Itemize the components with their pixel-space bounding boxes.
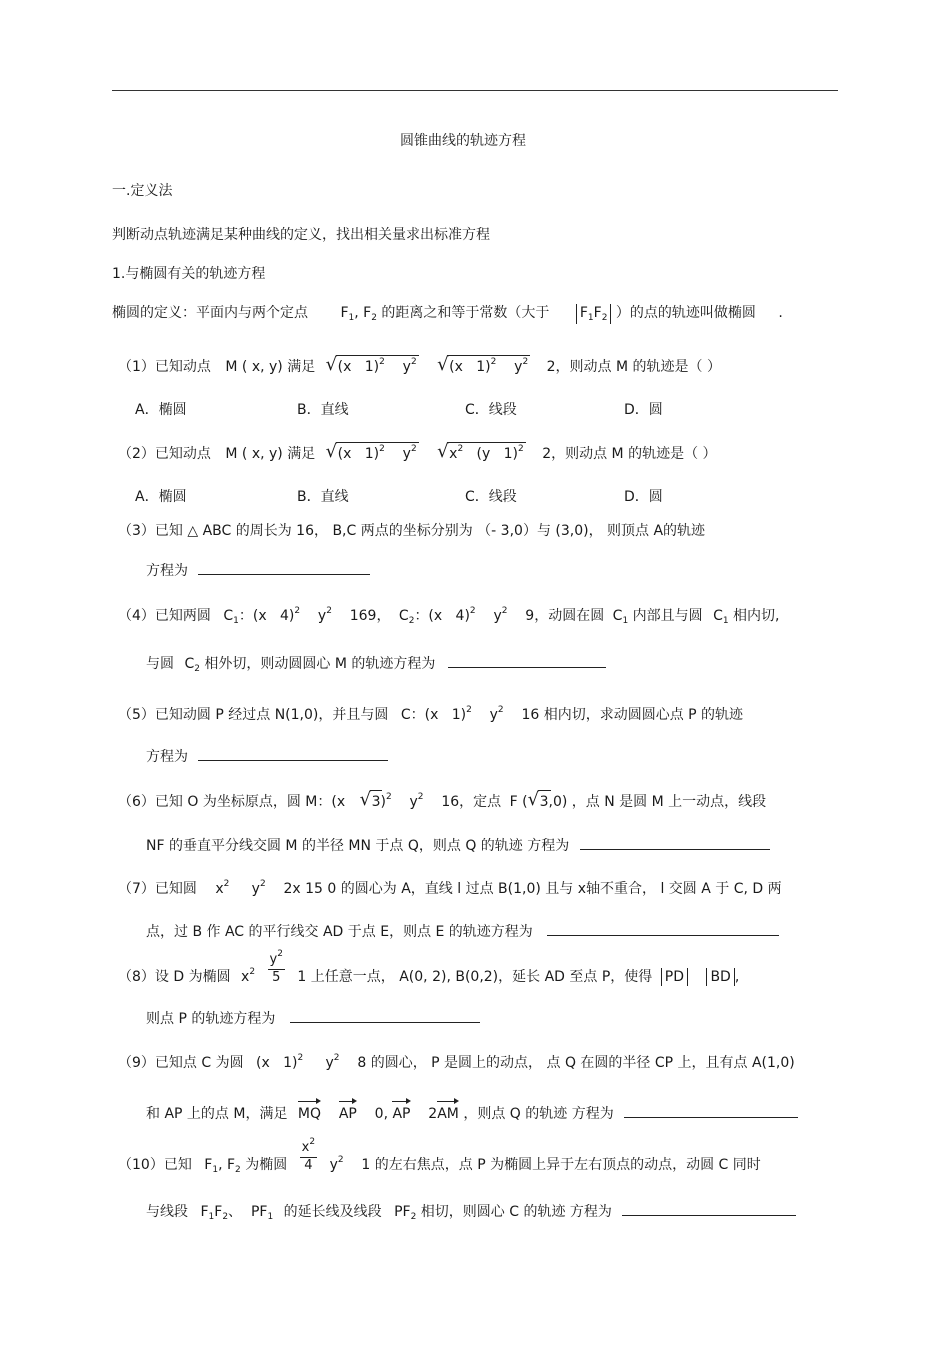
definition-abs: $F_1F_2$ xyxy=(576,304,612,324)
q10-ellipse: 为椭圆 xyxy=(245,1157,288,1173)
question-10: （10）已知 $F_1$, $F_2$ 为椭圆 $\frac{x^2}{4}$ $y^2$ 1 的左右焦点，点 P 为椭圆上异于左右顶点的动点，动圆 C 同时 xyxy=(118,1137,761,1175)
q10-rest: 1 的左右焦点，点 P 为椭圆上异于左右顶点的动点，动圆 C 同时 xyxy=(361,1157,761,1173)
intro-text: 判断动点轨迹满足某种曲线的定义，找出相关量求出标准方程 xyxy=(112,227,490,243)
q10-ext: 的延长线及线段 xyxy=(283,1204,382,1220)
section-heading: 一.定义法 xyxy=(112,183,173,199)
q1-option-c: C．线段 xyxy=(465,402,517,418)
q2-option-d: D．圆 xyxy=(624,489,663,505)
q4-tangent: 相内切, xyxy=(733,608,780,624)
q10-intro: （10）已知 xyxy=(118,1157,192,1173)
q2-result: 2，则动点 M 的轨迹是（ ） xyxy=(542,446,717,462)
ellipse-definition xyxy=(112,303,783,325)
q10-fraction: $\frac{x^2}{4}$ xyxy=(301,1137,316,1173)
q5-answer-blank[interactable] xyxy=(198,746,388,761)
q10-prompt: 相切，则圆心 C 的轨迹 方程为 xyxy=(420,1204,612,1220)
q4-r2: 9，动圆在圆 xyxy=(525,608,605,624)
q9-intro: （9）已知点 C 为圆 xyxy=(118,1055,244,1071)
page-title: 圆锥曲线的轨迹方程 xyxy=(400,133,526,149)
q2-sqrt-2: √ $x^2$ (y 1)$^2$ xyxy=(437,441,524,462)
q2-option-a: A．椭圆 xyxy=(135,489,187,505)
q4-circle-1: $C_1$：(x 4)$^2$ $y^2$ xyxy=(223,606,332,626)
definition-post: ）的点的轨迹叫做椭圆 xyxy=(615,305,756,321)
question-9: （9）已知点 C 为圆 (x 1)$^2$ $y^2$ 8 的圆心， P 是圆上的动点， 点 Q 在圆的半径 CP 上，且有点 A(1,0) xyxy=(118,1053,795,1071)
q1-option-b: B．直线 xyxy=(297,402,349,418)
question-1 xyxy=(118,354,721,379)
question-5 xyxy=(118,705,743,727)
q4-inside: 内部且与圆 xyxy=(632,608,703,624)
q8-intro: （8）设 D 为椭圆 xyxy=(118,969,231,985)
q1-num: （1）已知动点 xyxy=(118,359,211,375)
q2-point: M ( x, y) 满足 xyxy=(225,446,316,462)
q1-point: M ( x, y) 满足 xyxy=(225,359,316,375)
q10-segment: 与线段 xyxy=(146,1204,188,1220)
q6-intro: （6）已知 O 为坐标原点，圆 M：(x xyxy=(118,794,346,810)
question-8: （8）设 D 为椭圆 $x^2$ $\frac{y^2}{5}$ 1 上任意一点， A(0, 2), B(0,2)，延长 AD 至点 P，使得 PD BD , xyxy=(118,949,740,985)
q3-answer-blank[interactable] xyxy=(198,560,370,575)
q2-option-b: B．直线 xyxy=(297,489,349,505)
definition-mid: 的距离之和等于常数（大于 xyxy=(381,305,550,321)
q4-answer-blank[interactable] xyxy=(448,653,606,668)
q10-answer-blank[interactable] xyxy=(622,1201,796,1216)
q5-circle: C：(x 1)$^2$ $y^2$ xyxy=(400,705,504,723)
q6-point-f: F ( √ 3,0) xyxy=(509,789,568,810)
q1-sqrt-1: √ (x 1)$^2$ $y^2$ xyxy=(325,354,417,375)
question-4: （4）已知两圆 $C_1$：(x 4)$^2$ $y^2$ 169， $C_2$：(x 4)$^2$ $y^2$ 9，动圆在圆 $C_1$ 内部且与圆 $C_1$ 相内切, xyxy=(118,606,780,626)
q8-answer-blank[interactable] xyxy=(290,1008,480,1023)
q7-line-2 xyxy=(146,921,779,942)
q1-option-a: A．椭圆 xyxy=(135,402,187,418)
q6-rest: ，点 N 是圆 M 上一动点，线段 xyxy=(571,794,767,810)
question-7: （7）已知圆 $x^2$ $y^2$ 2x 15 0 的圆心为 A，直线 l 过点 B(1,0) 且与 x轴不重合， l 交圆 A 于 C, D 两 xyxy=(118,879,782,897)
subsection-heading: 1.与椭圆有关的轨迹方程 xyxy=(112,266,266,282)
q9-line-2: 和 AP 上的点 M，满足 MQ AP 0, AP 2AM ，则点 Q 的轨迹 方程为 xyxy=(146,1103,798,1124)
question-2 xyxy=(118,441,717,466)
q4-intro: （4）已知两圆 xyxy=(118,608,211,624)
question-3: （3）已知 △ ABC 的周长为 16， B,C 两点的坐标分别为 （- 3,0）与 (3,0)， 则顶点 A的轨迹 xyxy=(118,523,706,539)
q4-prompt: 相外切，则动圆圆心 M 的轨迹方程为 xyxy=(204,656,436,672)
q6-r: 16，定点 xyxy=(441,794,502,810)
q7-prompt: 点，过 B 作 AC 的平行线交 AD 于点 E，则点 E 的轨迹方程为 xyxy=(146,924,533,940)
q2-sqrt-1: √ (x 1)$^2$ $y^2$ xyxy=(325,441,417,462)
q7-answer-blank[interactable] xyxy=(547,921,779,936)
q1-option-d: D．圆 xyxy=(624,402,663,418)
q5-rest: 16 相内切，求动圆圆心点 P 的轨迹 xyxy=(521,707,744,723)
q2-num: （2）已知动点 xyxy=(118,446,211,462)
q2-option-c: C．线段 xyxy=(465,489,517,505)
q4-circle-2: $C_2$：(x 4)$^2$ $y^2$ xyxy=(398,606,508,626)
q4-r1: 169， xyxy=(349,608,391,624)
q7-rest: 2x 15 0 的圆心为 A，直线 l 过点 B(1,0) 且与 x轴不重合， l 交圆 A 于 C, D 两 xyxy=(283,881,782,897)
definition-foci: $F_1$, $F_2$ xyxy=(340,305,377,323)
header-rule xyxy=(112,90,838,91)
q6-line-2 xyxy=(146,835,770,856)
q5-prompt: 方程为 xyxy=(146,749,188,765)
q8-fraction: $\frac{y^2}{5}$ xyxy=(269,949,283,985)
q1-sqrt-2: √ (x 1)$^2$ $y^2$ xyxy=(437,354,529,375)
q1-result: 2，则动点 M 的轨迹是（ ） xyxy=(546,359,721,375)
q9-and: 和 AP 上的点 M，满足 xyxy=(146,1106,288,1122)
q6-sqrt-3: √ 3 xyxy=(359,789,381,810)
definition-end: . xyxy=(778,305,783,321)
q8-rest: 1 上任意一点， A(0, 2), B(0,2)，延长 AD 至点 P，使得 xyxy=(297,969,653,985)
definition-pre: 椭圆的定义：平面内与两个定点 xyxy=(112,305,308,321)
q7-intro: （7）已知圆 xyxy=(118,881,197,897)
q8-prompt: 则点 P 的轨迹方程为 xyxy=(146,1011,276,1027)
q9-rest: 8 的圆心， P 是圆上的动点， 点 Q 在圆的半径 CP 上，且有点 A(1,0) xyxy=(357,1055,795,1071)
q4-with: 与圆 xyxy=(146,656,174,672)
q9-prompt: ，则点 Q 的轨迹 方程为 xyxy=(463,1106,614,1122)
q9-answer-blank[interactable] xyxy=(624,1103,798,1118)
q6-prompt: NF 的垂直平分线交圆 M 的半径 MN 于点 Q，则点 Q 的轨迹 方程为 xyxy=(146,838,570,854)
q8-line-2 xyxy=(146,1008,480,1029)
q5-intro: （5）已知动圆 P 经过点 N(1,0)，并且与圆 xyxy=(118,707,389,723)
q4-line-2: 与圆 $C_2$ 相外切，则动圆圆心 M 的轨迹方程为 xyxy=(146,653,606,676)
q5-answer-line xyxy=(146,746,388,767)
q3-answer-line xyxy=(146,560,370,581)
question-6: （6）已知 O 为坐标原点，圆 M：(x √ 3)$^2$ $y^2$ 16，定点 F ( √ 3,0) ，点 N 是圆 M 上一动点，线段 xyxy=(118,789,767,810)
q6-answer-blank[interactable] xyxy=(580,835,770,850)
q10-line-2: 与线段 $F_1F_2$、 $PF_1$ 的延长线及线段 $PF_2$ 相切，则圆心 C 的轨迹 方程为 xyxy=(146,1201,796,1224)
q3-prompt: 方程为 xyxy=(146,563,188,579)
